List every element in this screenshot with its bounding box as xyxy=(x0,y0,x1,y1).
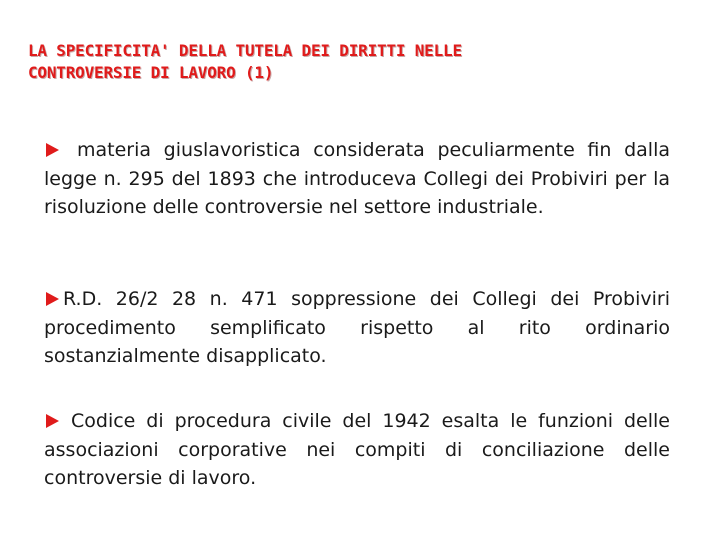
bullet-item-1 xyxy=(44,136,670,222)
triangle-bullet-icon xyxy=(46,414,59,428)
bullet-item-2 xyxy=(44,285,670,371)
title-line-2: CONTROVERSIE DI LAVORO (1) xyxy=(28,63,274,82)
bullet-item-3 xyxy=(44,407,670,493)
bullet-text-3: Codice di procedura civile del 1942 esalta le funzioni delle associazioni corporative nei compiti di conciliazione delle controversie di lavoro. xyxy=(44,410,670,489)
bullet-text-1: materia giuslavoristica considerata peculiarmente fin dalla legge n. 295 del 1893 che introduceva Collegi dei Probiviri per la risoluzione delle controversie nel settore industriale. xyxy=(44,139,670,218)
slide-title xyxy=(28,40,668,84)
triangle-bullet-icon xyxy=(46,292,59,306)
triangle-bullet-icon xyxy=(46,143,59,157)
title-line-1: LA SPECIFICITA' DELLA TUTELA DEI DIRITTI NELLE xyxy=(28,41,462,60)
bullet-text-2: R.D. 26/2 28 n. 471 soppressione dei Collegi dei Probiviri procedimento semplificato rispetto al rito ordinario sostanzialmente disapplicato. xyxy=(44,288,670,367)
